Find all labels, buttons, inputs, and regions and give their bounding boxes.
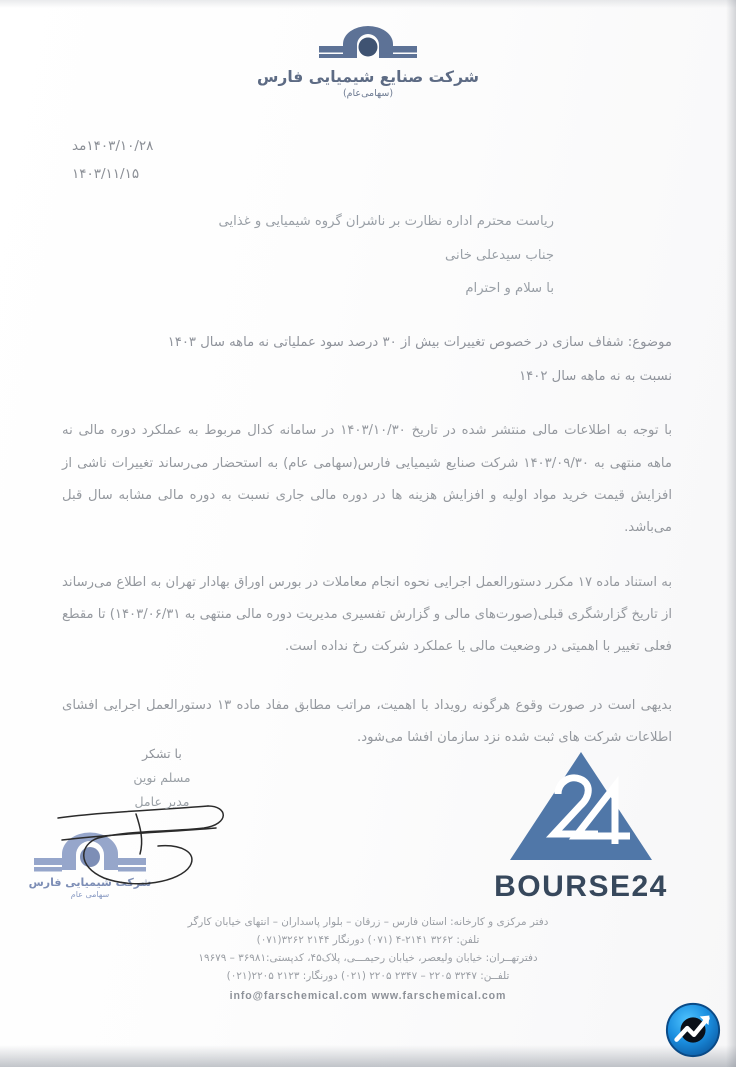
signature-block (62, 742, 262, 813)
letter-body (62, 205, 672, 754)
addressee-line-1: ریاست محترم اداره نظارت بر ناشران گروه شیمیایی و غذایی (218, 214, 554, 229)
letter-dates (72, 133, 153, 188)
footer-email-website: info@farschemical.com www.farschemical.com (229, 989, 507, 1002)
addressee-line-2: جناب سیدعلی خانی (445, 247, 554, 263)
bourse24-logo (492, 748, 670, 904)
scan-edge-top (0, 0, 736, 8)
body-paragraph-3: بدیهی است در صورت وقوع هرگونه رویداد با اهمیت، مراتب مطابق مفاد ماده ۱۳ دستورالعمل اجرایی افشای اطلاعات شرکت های ثبت شده نزد سازمان افشا می‌شود. (62, 697, 672, 746)
company-logo-icon (313, 24, 423, 64)
signature-thanks: با تشکر (142, 746, 182, 761)
signature-role: مدیر عامل (134, 793, 190, 809)
footer (0, 914, 736, 1005)
letterhead (0, 24, 736, 99)
greeting-line: با سلام و احترام (465, 281, 554, 297)
subject-line-1: موضوع: شفاف سازی در خصوص تغییرات بیش از ۳۰ درصد سود عملیاتی نه ماهه سال ۱۴۰۳ (167, 334, 672, 350)
footer-address-main: دفتر مرکزی و کارخانه: استان فارس – زرقان – بلوار پاسداران – انتهای خیابان کارگر (187, 916, 549, 929)
body-paragraph-1: با توجه به اطلاعات مالی منتشر شده در تاریخ ۱۴۰۳/۱۰/۳۰ در سامانه کدال مربوط به عملکرد دوره مالی نه ماهه منتهی به ۱۴۰۳/۰۹/۳۰ شرکت صنایع شیمیایی فارس(سهامی عام) به استحضار می‌رساند تغییرات ناشی از افزایش قیمت خرید مواد اولیه و افزایش هزینه ها در دوره مالی جاری نسبت به دوره مالی مشابه سال قبل می‌باشد. (62, 423, 672, 536)
company-type: (سهامی‌عام) (342, 88, 394, 100)
bourse24-wordmark: BOURSE24 (494, 870, 668, 903)
chart-arrow-badge-icon (664, 1001, 722, 1059)
company-name: شرکت صنایع شیمیایی فارس (257, 68, 479, 86)
bourse24-triangle-icon (506, 748, 656, 864)
footer-phone-main: تلفن: ۳۲۶۲ ۲۱۴۱-۴ (۰۷۱) دورنگار ۲۱۴۴ ۳۲۶۲(۰۷۱) (256, 934, 480, 947)
company-stamp (26, 806, 166, 902)
footer-phone-tehran: تلفــن: ۳۲۴۷ ۲۲۰۵ – ۲۳۴۷ ۲۲۰۵ (۰۲۱) دورنگار: ۲۱۲۳ ۲۲۰۵(۰۲۱) (226, 969, 510, 982)
footer-address-tehran: دفترتهــران: خیابان ولیعصر، خیابان رحیمـــی، پلاک۴۵، کدپستی:۳۶۹۸۱ – ۱۹۶۷۹ (198, 952, 538, 964)
subject-line-2: نسبت به نه ماهه سال ۱۴۰۲ (519, 368, 672, 384)
scan-edge-right (726, 0, 736, 1067)
body-paragraph-2: به استناد ماده ۱۷ مکرر دستورالعمل اجرایی نحوه انجام معاملات در بورس اوراق بهادار تهران به اطلاع می‌رساند از تاریخ گزارشگری قبلی(صورت‌های مالی و گزارش تفسیری مدیریت دوره مالی منتهی به ۱۴۰۳/۰۶/۳۱) تا مقطع فعلی تغییر با اهمیتی در وضعیت مالی یا عملکرد شرکت رخ نداده است. (62, 574, 673, 655)
svg-text:سهامی عام: سهامی عام (70, 890, 110, 899)
addressee-block (62, 205, 672, 306)
signature-name: مسلم نوین (133, 769, 191, 785)
scan-edge-bottom (0, 1045, 736, 1067)
svg-text:شرکت شیمیایی فارس: شرکت شیمیایی فارس (28, 876, 152, 889)
date-line-2: ۱۴۰۳/۱۱/۱۵ (72, 165, 140, 182)
date-line-1: ۱۴۰۳/۱۰/۲۸مد (72, 138, 154, 154)
